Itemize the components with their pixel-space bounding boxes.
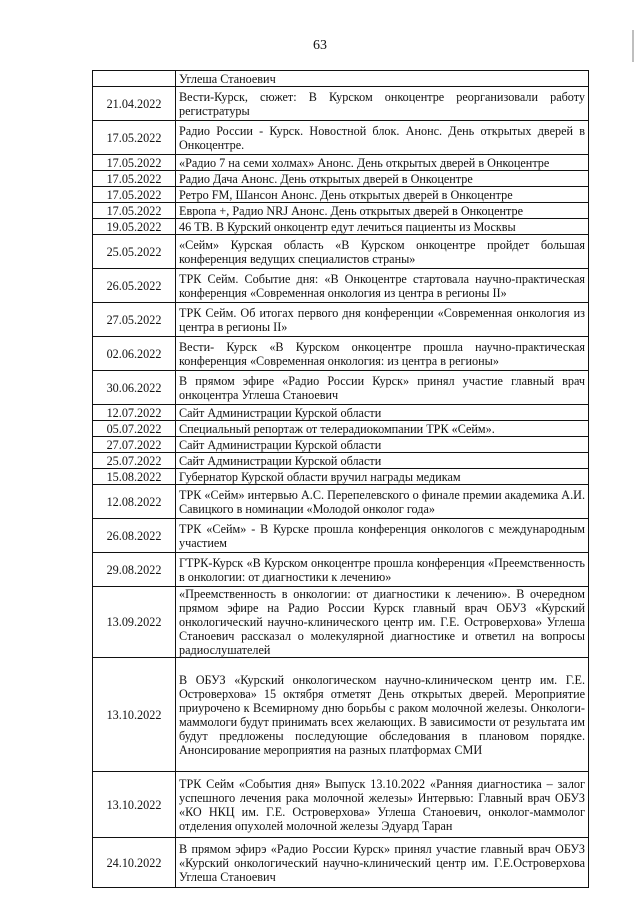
table-row <box>93 587 589 658</box>
table-row <box>93 219 589 235</box>
table-row <box>93 269 589 303</box>
event-description-cell: ГТРК-Курск «В Курском онкоцентре прошла конференция «Преемственность в онкологии: от диагностики к лечению» <box>176 553 589 587</box>
event-description-cell: Европа +, Радио NRJ Анонс. День открытых дверей в Онкоцентре <box>176 203 589 219</box>
event-description-cell: Сайт Администрации Курской области <box>176 437 589 453</box>
date-cell: 27.05.2022 <box>93 303 176 337</box>
event-description-cell: Вести- Курск «В Курском онкоцентре прошла научно-практическая конференция «Современная онкология: из центра в регионы» <box>176 337 589 371</box>
event-description-cell: Углеша Станоевич <box>176 71 589 87</box>
date-cell: 02.06.2022 <box>93 337 176 371</box>
event-description-cell: Радио Дача Анонс. День открытых дверей в Онкоцентре <box>176 171 589 187</box>
event-description-cell: Вести-Курск, сюжет: В Курском онкоцентре реорганизовали работу регистратуры <box>176 87 589 121</box>
table-row <box>93 485 589 519</box>
date-cell: 26.05.2022 <box>93 269 176 303</box>
table-row <box>93 203 589 219</box>
table-row <box>93 838 589 888</box>
date-cell: 13.09.2022 <box>93 587 176 658</box>
date-cell: 19.05.2022 <box>93 219 176 235</box>
date-cell: 17.05.2022 <box>93 187 176 203</box>
date-cell <box>93 71 176 87</box>
report-table-body <box>93 71 589 888</box>
date-cell: 21.04.2022 <box>93 87 176 121</box>
date-cell: 12.08.2022 <box>93 485 176 519</box>
table-row <box>93 658 589 772</box>
date-cell: 17.05.2022 <box>93 155 176 171</box>
table-row <box>93 437 589 453</box>
date-cell: 25.05.2022 <box>93 235 176 269</box>
date-cell: 13.10.2022 <box>93 772 176 838</box>
event-description-cell: ТРК Сейм. Событие дня: «В Онкоцентре стартовала научно-практическая конференция «Современная онкология из центра в регионы II» <box>176 269 589 303</box>
event-description-cell: Сайт Администрации Курской области <box>176 405 589 421</box>
table-row <box>93 71 589 87</box>
event-description-cell: «Сейм» Курская область «В Курском онкоцентре пройдет большая конференция ведущих специалистов страны» <box>176 235 589 269</box>
event-description-cell: Ретро FM, Шансон Анонс. День открытых дверей в Онкоцентре <box>176 187 589 203</box>
table-row <box>93 87 589 121</box>
date-cell: 17.05.2022 <box>93 203 176 219</box>
table-row <box>93 155 589 171</box>
table-row <box>93 235 589 269</box>
event-description-cell: «Радио 7 на семи холмах» Анонс. День открытых дверей в Онкоцентре <box>176 155 589 171</box>
table-row <box>93 453 589 469</box>
date-cell: 13.10.2022 <box>93 658 176 772</box>
event-description-cell: В ОБУЗ «Курский онкологическом научно-клиническом центр им. Г.Е. Островерхова» 15 октября отметят День открытых дверей. Мероприятие приурочено к Всемирному дню борьбы с раком молочной железы. Онкологи-маммологи будут принимать всех желающих. В зависимости от результата им будут предложены последующие обследования в плановом порядке. Анонсирование мероприятия на разных платформах СМИ <box>176 658 589 772</box>
event-description-cell: ТРК «Сейм» интервью А.С. Перепелевского о финале премии академика А.И. Савицкого в номинации «Молодой онколог года» <box>176 485 589 519</box>
table-row <box>93 187 589 203</box>
table-row <box>93 121 589 155</box>
date-cell: 17.05.2022 <box>93 171 176 187</box>
event-description-cell: В прямом эфирэ «Радио России Курск» принял участие главный врач ОБУЗ «Курский онкологический научно-клинический центр им. Г.Е.Островерхова Углеша Станоевич <box>176 838 589 888</box>
date-cell: 05.07.2022 <box>93 421 176 437</box>
event-description-cell: Радио России - Курск. Новостной блок. Анонс. День открытых дверей в Онкоцентре. <box>176 121 589 155</box>
table-row <box>93 371 589 405</box>
date-cell: 26.08.2022 <box>93 519 176 553</box>
event-description-cell: ТРК «Сейм» - В Курске прошла конференция онкологов с международным участием <box>176 519 589 553</box>
event-description-cell: 46 ТВ. В Курский онкоцентр едут лечиться пациенты из Москвы <box>176 219 589 235</box>
event-description-cell: «Преемственность в онкологии: от диагностики к лечению». В очередном прямом эфире на Радио России Курск главный врач ОБУЗ «Курский онкологический научно-клинического центр им. Г.Е. Островерхова» Углеша Станоевич рассказал о молекулярной диагностике и ответил на вопросы радиослушателей <box>176 587 589 658</box>
page-number: 63 <box>313 38 327 53</box>
table-row <box>93 337 589 371</box>
table-row <box>93 405 589 421</box>
table-row <box>93 772 589 838</box>
date-cell: 24.10.2022 <box>93 838 176 888</box>
date-cell: 27.07.2022 <box>93 437 176 453</box>
event-description-cell: Сайт Администрации Курской области <box>176 453 589 469</box>
event-description-cell: ТРК Сейм. Об итогах первого дня конференции «Современная онкология из центра в регионы II» <box>176 303 589 337</box>
table-row <box>93 519 589 553</box>
table-row <box>93 171 589 187</box>
event-description-cell: ТРК Сейм «События дня» Выпуск 13.10.2022 «Ранняя диагностика – залог успешного лечения рака молочной железы» Интервью: Главный врач ОБУЗ «КО НКЦ им. Г.Е. Островерхова» Углеша Станоевич, онколог-маммолог отделения опухолей молочной железы Эдуард Таран <box>176 772 589 838</box>
date-cell: 15.08.2022 <box>93 469 176 485</box>
date-cell: 29.08.2022 <box>93 553 176 587</box>
table-row <box>93 553 589 587</box>
event-description-cell: Специальный репортаж от телерадиокомпании ТРК «Сейм». <box>176 421 589 437</box>
table-row <box>93 469 589 485</box>
event-description-cell: Губернатор Курской области вручил награды медикам <box>176 469 589 485</box>
table-row <box>93 303 589 337</box>
date-cell: 12.07.2022 <box>93 405 176 421</box>
media-report-table <box>92 70 589 888</box>
table-row <box>93 421 589 437</box>
date-cell: 30.06.2022 <box>93 371 176 405</box>
event-description-cell: В прямом эфире «Радио России Курск» принял участие главный врач онкоцентра Углеша Станоевич <box>176 371 589 405</box>
scan-edge-mark <box>632 30 634 62</box>
date-cell: 25.07.2022 <box>93 453 176 469</box>
date-cell: 17.05.2022 <box>93 121 176 155</box>
